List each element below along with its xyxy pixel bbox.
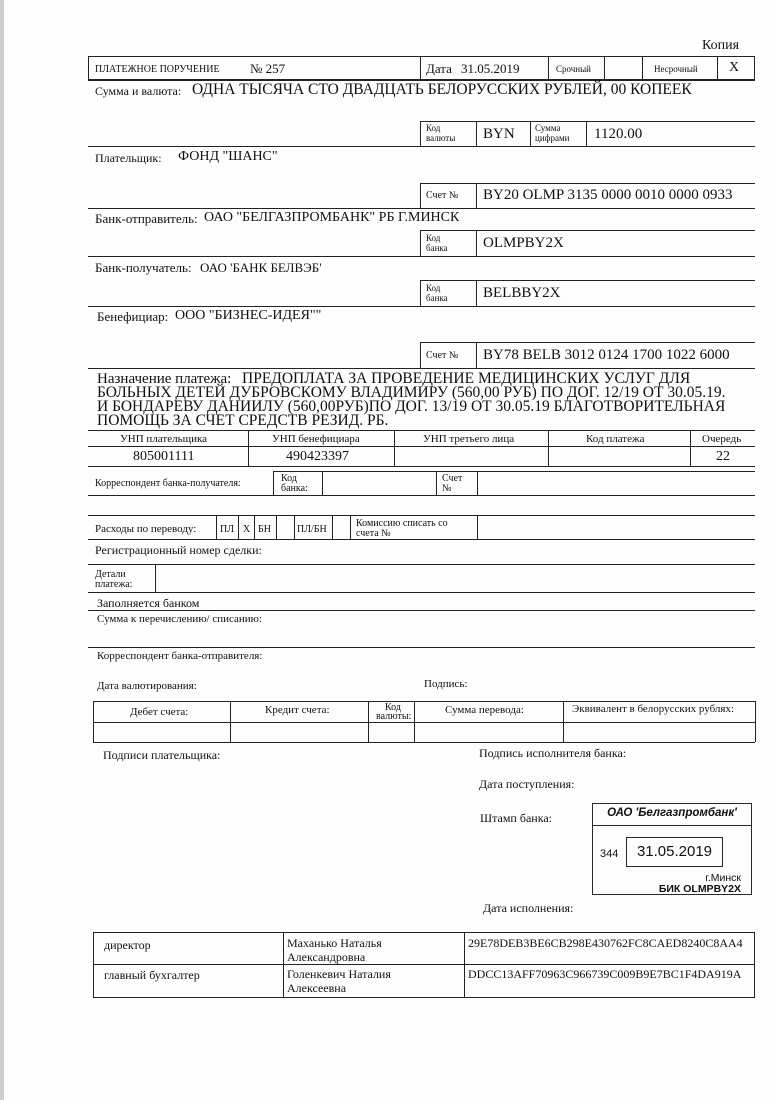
beneficiary-label: Бенефициар: (97, 309, 169, 324)
nonurgent-mark: X (729, 60, 740, 75)
signer-name-first: Голенкевич Наталия (287, 967, 391, 981)
payer-name: ФОНД "ШАНС" (178, 149, 278, 164)
amount-digits: 1120.00 (594, 126, 643, 142)
date-value: 31.05.2019 (461, 61, 520, 76)
stamp-number: 344 (600, 848, 619, 860)
amount-label: Сумма и валюта: (95, 84, 182, 98)
details-label-2: платежа: (95, 579, 133, 590)
purpose-line-1: ПРЕДОПЛАТА ЗА ПРОВЕДЕНИЕ МЕДИЦИНСКИХ УСЛУГ ДЛЯ (242, 370, 691, 387)
bank-stamp-label: Штамп банка: (480, 811, 552, 825)
receiver-bank-name: ОАО 'БАНК БЕЛВЭБ' (200, 260, 322, 275)
expenses-label: Расходы по переводу: (95, 523, 197, 535)
receiver-bank-code-label-1: Код (426, 283, 441, 293)
bank-section-title: Заполняется банком (97, 596, 200, 610)
commission-label-1: Комиссию списать со (356, 518, 448, 529)
execution-date-label: Дата исполнения: (483, 901, 574, 915)
signature-label: Подпись: (424, 678, 468, 690)
beneficiary-account-label: Счет № (426, 350, 459, 361)
payer-account: BY20 OLMP 3135 0000 0010 0000 0933 (483, 187, 733, 203)
payer-signatures-label: Подписи плательщика: (103, 748, 221, 762)
purpose-line-4: ПОМОЩЬ ЗА СЧЕТ СРЕДСТВ РЕЗИД. РБ. (97, 412, 389, 429)
beneficiary-unp-label: УНП бенефициара (272, 433, 360, 445)
bank-stamp (592, 803, 752, 895)
purpose-line-2: БОЛЬНЫХ ДЕТЕЙ ДУБРОВСКОМУ ВЛАДИМИРУ (560,00 РУБ) ПО ДОГ. 12/19 ОТ 30.05.19. (97, 384, 726, 401)
stamp-date: 31.05.2019 (626, 837, 723, 867)
signer-name-first: Маханько Наталья (287, 936, 382, 950)
signer-hash: 29E78DEB3BE6CB298E430762FC8CAED8240C8AA4 (468, 936, 743, 950)
expenses-option-pl: ПЛ (220, 524, 235, 535)
signer-name-second: Алексеевна (287, 981, 347, 995)
payer-unp-label: УНП плательщика (120, 433, 208, 445)
receiver-bank-label: Банк-получатель: (95, 260, 192, 275)
document-number: № 257 (250, 61, 286, 76)
date-label: Дата (426, 61, 452, 76)
correspondent-label: Корреспондент банка-получателя: (95, 478, 241, 489)
commission-label-2: счета № (356, 528, 391, 539)
correspondent-code-label-2: банка: (281, 483, 308, 494)
sender-bank-name: ОАО "БЕЛГАЗПРОМБАНК" РБ Г.МИНСК (204, 210, 460, 225)
expenses-option-bn: БН (258, 524, 271, 535)
currency-code-label-b1: Код (385, 702, 401, 713)
purpose-label: Назначение платежа: (97, 371, 232, 387)
nonurgent-label: Несрочный (654, 64, 698, 74)
beneficiary-name: ООО "БИЗНЕС-ИДЕЯ"" (175, 308, 322, 323)
queue-label: Очередь (702, 433, 742, 445)
purpose-line-3: И БОНДАРЕВУ ДАНИИЛУ (560,00РУБ)ПО ДОГ. 13/19 ОТ 30.05.19 БЛАГОТВОРИТЕЛЬНАЯ (97, 398, 726, 415)
queue-value: 22 (716, 449, 730, 464)
payment-code-label: Код платежа (586, 433, 645, 445)
credit-label: Кредит счета: (265, 704, 330, 716)
correspondent-account-label-2: № (442, 483, 452, 494)
urgent-label: Срочный (556, 64, 591, 74)
amount-digits-label-2: цифрами (535, 133, 570, 143)
registration-label: Регистрационный номер сделки: (95, 543, 262, 557)
amount-digits-label-1: Сумма (535, 123, 561, 133)
currency-code-label-2: валюты (426, 133, 456, 143)
copy-label: Копия (702, 38, 740, 53)
signer-role: директор (104, 938, 151, 952)
executor-signature-label: Подпись исполнителя банка: (479, 746, 627, 760)
debit-label: Дебет счета: (130, 706, 189, 718)
currency-code-label-1: Код (426, 123, 441, 133)
correspondent-code-label-1: Код (281, 473, 297, 484)
payer-account-label: Счет № (426, 190, 459, 201)
beneficiary-account: BY78 BELB 3012 0124 1700 1022 6000 (483, 347, 730, 363)
third-party-unp-label: УНП третьего лица (423, 433, 515, 445)
scan-edge (0, 0, 4, 1100)
stamp-city: г.Минск (705, 872, 741, 884)
signer-role: главный бухгалтер (104, 968, 200, 982)
receiver-bank-code: BELBBY2X (483, 285, 561, 301)
amount-words: ОДНА ТЫСЯЧА СТО ДВАДЦАТЬ БЕЛОРУССКИХ РУБЛЕЙ, 00 КОПЕЕК (192, 81, 692, 98)
sender-correspondent-label: Корреспондент банка-отправителя: (97, 650, 263, 662)
sender-bank-code-label-2: банка (426, 243, 448, 253)
beneficiary-unp: 490423397 (286, 449, 349, 464)
transfer-amount-label: Сумма перевода: (445, 704, 524, 716)
currency-code: BYN (483, 126, 515, 142)
sender-bank-label: Банк-отправитель: (95, 211, 198, 226)
expenses-option-x: X (243, 524, 251, 535)
signer-name-second: Александровна (287, 950, 366, 964)
payer-label: Плательщик: (95, 151, 162, 165)
transfer-sum-label: Сумма к перечислению/ списанию: (97, 613, 262, 625)
correspondent-account-label-1: Счет (442, 473, 463, 484)
stamp-bank-name: ОАО 'Белгазпромбанк' (607, 807, 737, 819)
receiver-bank-code-label-2: банка (426, 293, 448, 303)
payer-unp: 805001111 (133, 449, 195, 464)
stamp-bik: БИК OLMPBY2X (658, 883, 741, 895)
document-title: ПЛАТЕЖНОЕ ПОРУЧЕНИЕ (95, 64, 220, 75)
currency-code-label-b2: валюты: (376, 711, 412, 722)
details-label-1: Детали (95, 569, 126, 580)
value-date-label: Дата валютирования: (97, 680, 197, 692)
equivalent-label: Эквивалент в белорусских рублях: (572, 703, 735, 715)
signer-hash: DDCC13AFF70963C966739C009B9E7BC1F4DA919A (468, 967, 742, 981)
sender-bank-code-label-1: Код (426, 233, 441, 243)
sender-bank-code: OLMPBY2X (483, 235, 564, 251)
receipt-date-label: Дата поступления: (479, 777, 575, 791)
expenses-option-plbn: ПЛ/БН (297, 524, 327, 535)
